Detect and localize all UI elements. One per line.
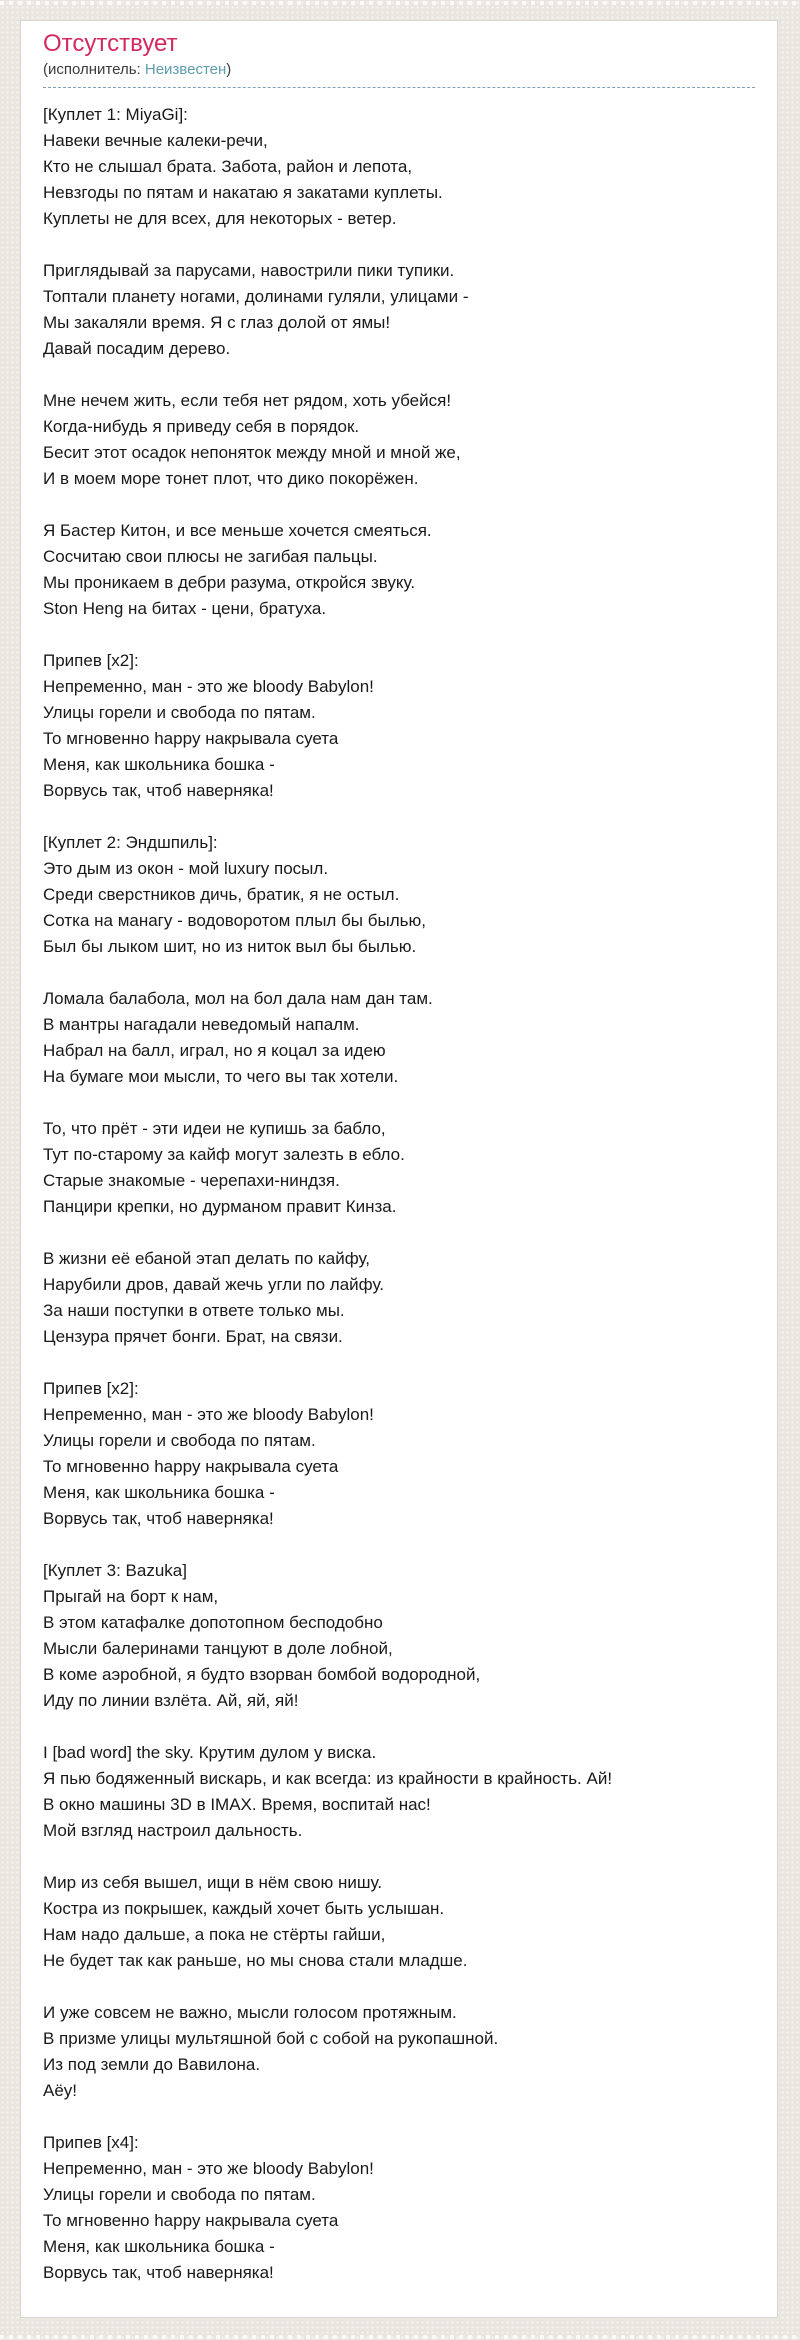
lyrics-panel <box>20 20 778 2318</box>
page-bottom-dotted-edge <box>0 2335 800 2339</box>
lyrics-stanza: Ломала балабола, мол на бол дала нам дан там. В мантры нагадали неведомый напалм. Набрал на балл, играл, но я коцал за идею На бумаге мои мысли, то чего вы так хотели. <box>43 989 433 1086</box>
lyrics-stanza: [Куплет 3: Bazuka] Прыгай на борт к нам, В этом катафалке допотопном бесподобно Мысли балеринами танцуют в доле лобной, В коме аэробной, я будто взорван бомбой водородной, Иду по линии взлёта. Ай, яй, яй! <box>43 1561 481 1710</box>
artist-line <box>43 60 755 88</box>
lyrics-stanza: Я Бастер Китон, и все меньше хочется смеяться. Сосчитаю свои плюсы не загибая пальцы. Мы проникаем в дебри разума, откройся звуку. Ston Heng на битах - цени, братуха. <box>43 521 432 618</box>
artist-label: (исполнитель: <box>43 61 145 78</box>
artist-label-close: ) <box>226 61 232 78</box>
lyrics-stanza: То, что прёт - эти идеи не купишь за бабло, Тут по-старому за кайф могут залезть в ебло. Старые знакомые - черепахи-ниндзя. Панцири крепки, но дурманом правит Кинза. <box>43 1119 405 1216</box>
lyrics-stanza: [Куплет 2: Эндшпиль]: Это дым из окон - мой luxury посыл. Среди сверстников дичь, братик, я не остыл. Сотка на манагу - водоворотом плыл бы былью, Был бы лыком шит, но из ниток выл бы былью. <box>43 833 426 956</box>
lyrics-stanza: Припев [x4]: Непременно, ман - это же bloody Babylon! Улицы горели и свобода по пятам. То мгновенно happy накрывала суета Меня, как школьника бошка - Ворвусь так, чтоб наверняка! <box>43 2133 374 2282</box>
lyrics-stanza: Припев [x2]: Непременно, ман - это же bloody Babylon! Улицы горели и свобода по пятам. То мгновенно happy накрывала суета Меня, как школьника бошка - Ворвусь так, чтоб наверняка! <box>43 651 374 800</box>
page-top-dotted-edge <box>0 1 800 5</box>
lyrics-stanza: I [bad word] the sky. Крутим дулом у виска. Я пью бодяженный вискарь, и как всегда: из крайности в крайность. Ай! В окно машины 3D в IMAX. Время, воспитай нас! Мой взгляд настроил дальность. <box>43 1743 613 1840</box>
lyrics-text <box>43 88 755 2286</box>
lyrics-stanza: Мир из себя вышел, ищи в нём свою нишу. Костра из покрышек, каждый хочет быть услышан. Нам надо дальше, а пока не стёрты гайши, Не будет так как раньше, но мы снова стали младше. <box>43 1873 468 1970</box>
lyrics-stanza: Припев [x2]: Непременно, ман - это же bloody Babylon! Улицы горели и свобода по пятам. То мгновенно happy накрывала суета Меня, как школьника бошка - Ворвусь так, чтоб наверняка! <box>43 1379 374 1528</box>
artist-link[interactable]: Неизвестен <box>144 61 227 78</box>
lyrics-stanza: [Куплет 1: MiyaGi]: Навеки вечные калеки-речи, Кто не слышал брата. Забота, район и лепота, Невзгоды по пятам и накатаю я закатами куплеты. Куплеты не для всех, для некоторых - ветер. <box>43 105 443 228</box>
lyrics-stanza: В жизни её ебаной этап делать по кайфу, Нарубили дров, давай жечь угли по лайфу. За наши поступки в ответе только мы. Цензура прячет бонги. Брат, на связи. <box>43 1249 384 1346</box>
page-title: Отсутствует <box>43 30 178 57</box>
lyrics-stanza: И уже совсем не важно, мысли голосом протяжным. В призме улицы мультяшной бой с собой на рукопашной. Из под земли до Вавилона. Аёу! <box>43 2003 499 2100</box>
lyrics-stanza: Приглядывай за парусами, навострили пики тупики. Топтали планету ногами, долинами гуляли, улицами - Мы закаляли время. Я с глаз долой от ямы! Давай посадим дерево. <box>43 261 469 358</box>
lyrics-stanza: Мне нечем жить, если тебя нет рядом, хоть убейся! Когда-нибудь я приведу себя в порядок. Бесит этот осадок непоняток между мной и мной же, И в моем море тонет плот, что дико покорёжен. <box>43 391 461 488</box>
